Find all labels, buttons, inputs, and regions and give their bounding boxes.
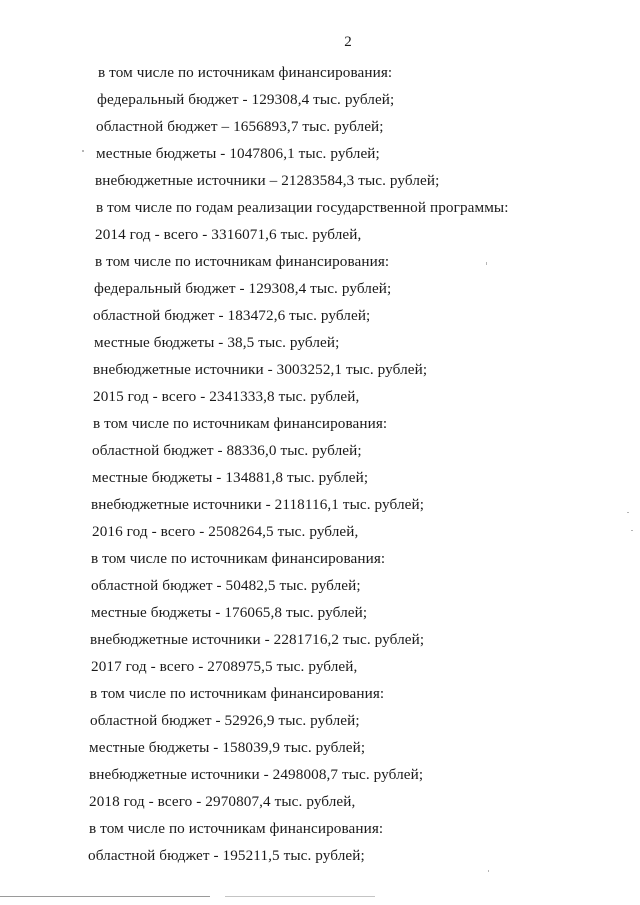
scan-edge-line [225,896,375,897]
scan-speck [488,870,489,872]
scan-speck [82,150,84,152]
text-line: областной бюджет - 52926,9 тыс. рублей; [90,712,360,729]
scan-speck [486,262,487,265]
text-line: областной бюджет - 88336,0 тыс. рублей; [92,442,362,459]
scan-edge-line [0,896,210,897]
text-line: местные бюджеты - 1047806,1 тыс. рублей; [96,145,380,162]
page-number: 2 [344,34,352,50]
text-line: областной бюджет - 50482,5 тыс. рублей; [91,577,361,594]
text-line: 2014 год - всего - 3316071,6 тыс. рублей, [95,226,362,243]
text-line: областной бюджет - 195211,5 тыс. рублей; [88,847,365,864]
scan-speck [627,512,629,513]
text-line: местные бюджеты - 38,5 тыс. рублей; [94,334,340,351]
text-line: местные бюджеты - 158039,9 тыс. рублей; [89,739,366,756]
text-line: 2016 год - всего - 2508264,5 тыс. рублей, [92,523,359,540]
text-line: 2015 год - всего - 2341333,8 тыс. рублей, [93,388,360,405]
text-line: областной бюджет – 1656893,7 тыс. рублей; [96,118,384,135]
text-line: в том числе по источникам финансирования: [89,820,384,837]
text-line: в том числе по источникам финансирования: [95,253,390,270]
text-line: областной бюджет - 183472,6 тыс. рублей; [93,307,371,324]
text-line: внебюджетные источники - 2118116,1 тыс. рублей; [91,496,425,513]
text-line: 2017 год - всего - 2708975,5 тыс. рублей, [91,658,358,675]
text-line: внебюджетные источники - 3003252,1 тыс. рублей; [93,361,428,378]
text-line: в том числе по источникам финансирования: [91,550,386,567]
text-line: в том числе по источникам финансирования: [98,64,393,81]
scan-speck [631,530,633,531]
text-line: местные бюджеты - 176065,8 тыс. рублей; [91,604,368,621]
text-line: в том числе по источникам финансирования: [93,415,388,432]
text-line: федеральный бюджет - 129308,4 тыс. рублей; [94,280,392,297]
text-line: в том числе по источникам финансирования: [90,685,385,702]
text-line: федеральный бюджет - 129308,4 тыс. рублей; [97,91,395,108]
text-line: внебюджетные источники - 2281716,2 тыс. рублей; [90,631,425,648]
text-line: местные бюджеты - 134881,8 тыс. рублей; [92,469,369,486]
text-line: внебюджетные источники – 21283584,3 тыс. рублей; [95,172,440,189]
text-line: в том числе по годам реализации государственной программы: [96,199,509,216]
text-line: 2018 год - всего - 2970807,4 тыс. рублей, [89,793,356,810]
text-line: внебюджетные источники - 2498008,7 тыс. рублей; [89,766,424,783]
